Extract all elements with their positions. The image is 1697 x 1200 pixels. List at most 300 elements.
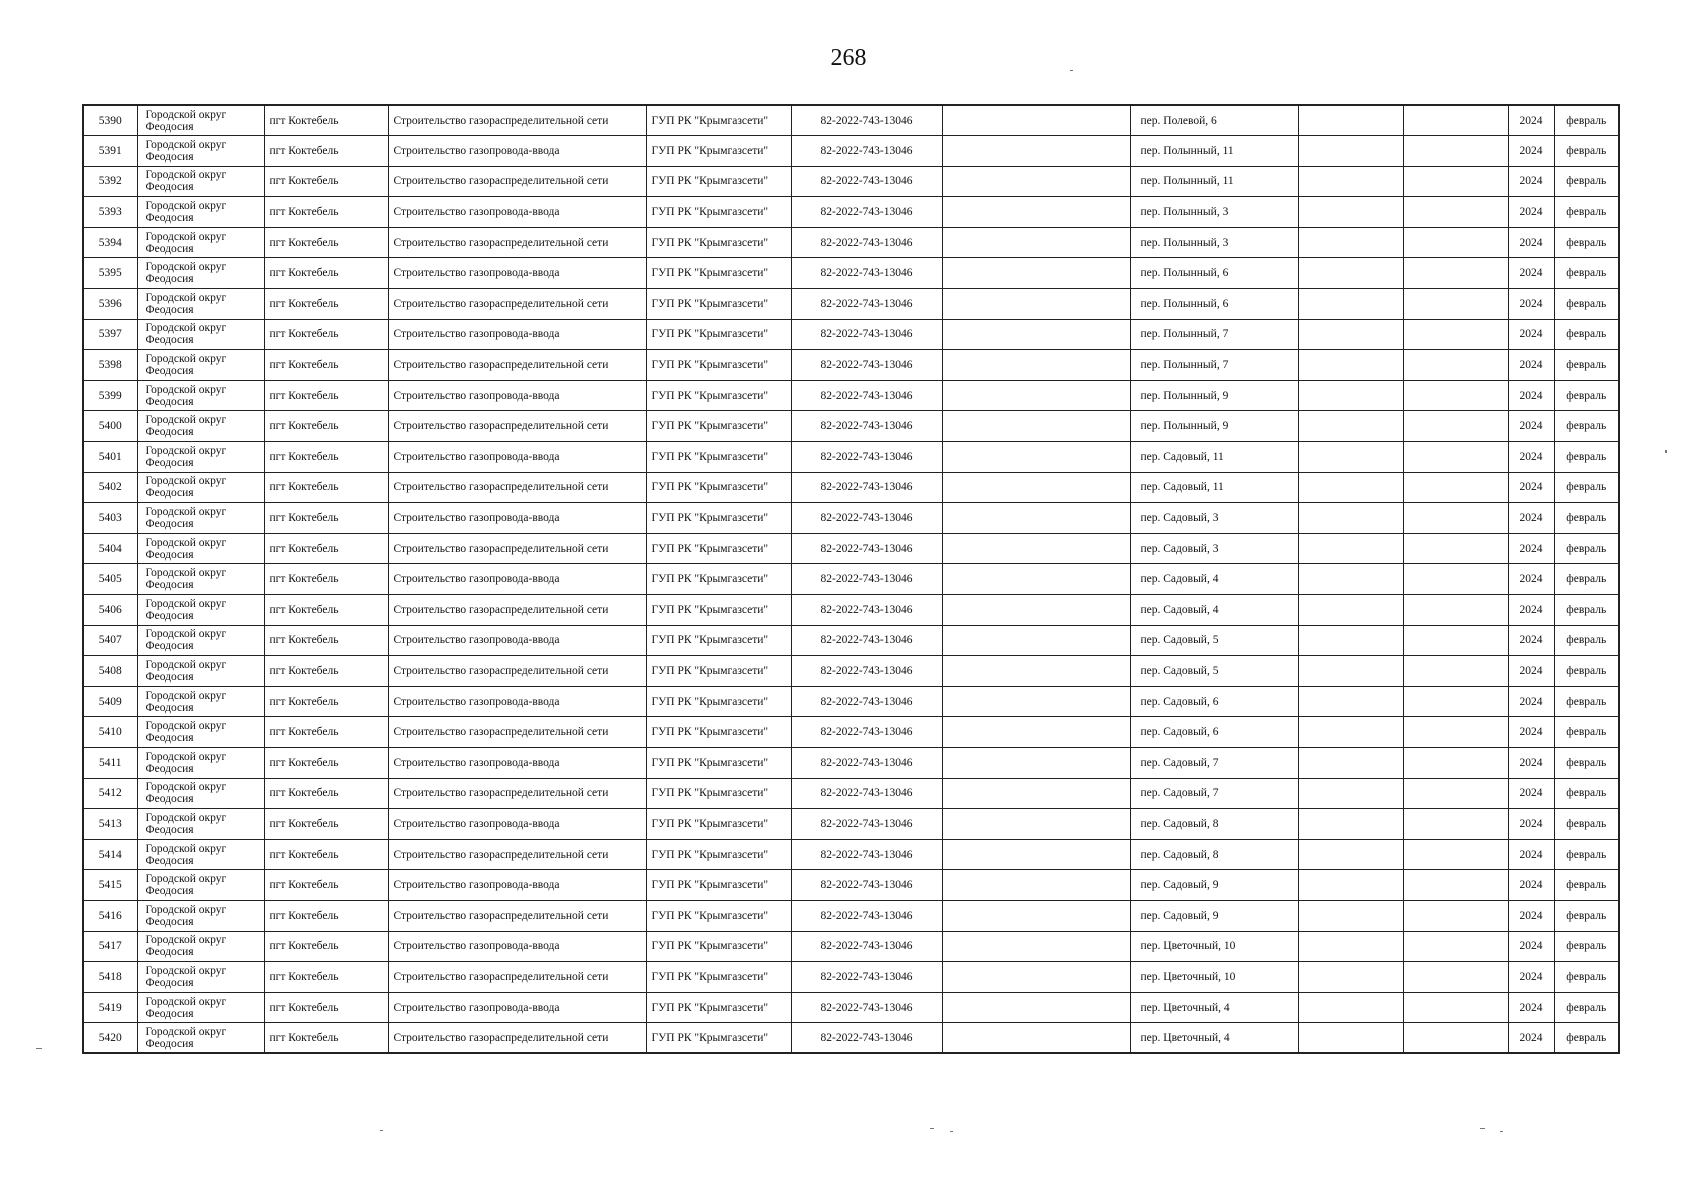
municipality-cell: Городской округ Феодосия (137, 1023, 264, 1054)
year-cell: 2024 (1508, 564, 1554, 595)
address-cell: пер. Садовый, 6 (1130, 686, 1298, 717)
empty-cell (1403, 289, 1508, 320)
row-number: 5395 (83, 258, 137, 289)
table-row (83, 595, 1619, 626)
registry-table (82, 104, 1620, 1054)
empty-cell (942, 747, 1130, 778)
empty-cell (1298, 747, 1403, 778)
settlement-cell: пгт Коктебель (264, 289, 388, 320)
empty-cell (1403, 1023, 1508, 1054)
year-cell: 2024 (1508, 931, 1554, 962)
settlement-cell: пгт Коктебель (264, 533, 388, 564)
row-number: 5416 (83, 900, 137, 931)
row-number: 5413 (83, 809, 137, 840)
work-type-cell: Строительство газораспределительной сети (388, 289, 646, 320)
settlement-cell: пгт Коктебель (264, 319, 388, 350)
empty-cell (1403, 411, 1508, 442)
year-cell: 2024 (1508, 778, 1554, 809)
table-row (83, 227, 1619, 258)
organization-cell: ГУП РК "Крымгазсети" (646, 992, 791, 1023)
work-type-cell: Строительство газопровода-ввода (388, 380, 646, 411)
organization-cell: ГУП РК "Крымгазсети" (646, 503, 791, 534)
municipality-cell: Городской округ Феодосия (137, 656, 264, 687)
code-cell: 82-2022-743-13046 (791, 258, 942, 289)
settlement-cell: пгт Коктебель (264, 503, 388, 534)
month-cell: февраль (1554, 380, 1619, 411)
work-type-cell: Строительство газораспределительной сети (388, 350, 646, 381)
settlement-cell: пгт Коктебель (264, 900, 388, 931)
address-cell: пер. Садовый, 9 (1130, 870, 1298, 901)
row-number: 5414 (83, 839, 137, 870)
organization-cell: ГУП РК "Крымгазсети" (646, 778, 791, 809)
empty-cell (942, 992, 1130, 1023)
empty-cell (1298, 992, 1403, 1023)
code-cell: 82-2022-743-13046 (791, 625, 942, 656)
code-cell: 82-2022-743-13046 (791, 105, 942, 136)
address-cell: пер. Садовый, 7 (1130, 747, 1298, 778)
municipality-cell: Городской округ Феодосия (137, 105, 264, 136)
year-cell: 2024 (1508, 1023, 1554, 1054)
organization-cell: ГУП РК "Крымгазсети" (646, 197, 791, 228)
table-row (83, 900, 1619, 931)
year-cell: 2024 (1508, 747, 1554, 778)
empty-cell (1298, 870, 1403, 901)
work-type-cell: Строительство газопровода-ввода (388, 992, 646, 1023)
empty-cell (1298, 289, 1403, 320)
work-type-cell: Строительство газопровода-ввода (388, 809, 646, 840)
organization-cell: ГУП РК "Крымгазсети" (646, 564, 791, 595)
code-cell: 82-2022-743-13046 (791, 1023, 942, 1054)
month-cell: февраль (1554, 564, 1619, 595)
work-type-cell: Строительство газораспределительной сети (388, 166, 646, 197)
address-cell: пер. Садовый, 8 (1130, 809, 1298, 840)
empty-cell (1298, 105, 1403, 136)
work-type-cell: Строительство газораспределительной сети (388, 105, 646, 136)
municipality-cell: Городской округ Феодосия (137, 962, 264, 993)
settlement-cell: пгт Коктебель (264, 595, 388, 626)
table-row (83, 411, 1619, 442)
municipality-cell: Городской округ Феодосия (137, 136, 264, 167)
organization-cell: ГУП РК "Крымгазсети" (646, 380, 791, 411)
month-cell: февраль (1554, 717, 1619, 748)
empty-cell (1403, 442, 1508, 473)
empty-cell (1403, 350, 1508, 381)
organization-cell: ГУП РК "Крымгазсети" (646, 839, 791, 870)
month-cell: февраль (1554, 900, 1619, 931)
organization-cell: ГУП РК "Крымгазсети" (646, 136, 791, 167)
code-cell: 82-2022-743-13046 (791, 595, 942, 626)
organization-cell: ГУП РК "Крымгазсети" (646, 533, 791, 564)
address-cell: пер. Садовый, 6 (1130, 717, 1298, 748)
month-cell: февраль (1554, 411, 1619, 442)
address-cell: пер. Садовый, 7 (1130, 778, 1298, 809)
row-number: 5405 (83, 564, 137, 595)
settlement-cell: пгт Коктебель (264, 747, 388, 778)
code-cell: 82-2022-743-13046 (791, 747, 942, 778)
empty-cell (942, 319, 1130, 350)
empty-cell (1403, 258, 1508, 289)
organization-cell: ГУП РК "Крымгазсети" (646, 1023, 791, 1054)
empty-cell (1298, 319, 1403, 350)
municipality-cell: Городской округ Феодосия (137, 166, 264, 197)
address-cell: пер. Садовый, 5 (1130, 625, 1298, 656)
code-cell: 82-2022-743-13046 (791, 319, 942, 350)
address-cell: пер. Садовый, 4 (1130, 564, 1298, 595)
settlement-cell: пгт Коктебель (264, 227, 388, 258)
month-cell: февраль (1554, 197, 1619, 228)
table-row (83, 472, 1619, 503)
year-cell: 2024 (1508, 809, 1554, 840)
address-cell: пер. Садовый, 9 (1130, 900, 1298, 931)
municipality-cell: Городской округ Феодосия (137, 258, 264, 289)
work-type-cell: Строительство газораспределительной сети (388, 778, 646, 809)
empty-cell (1298, 227, 1403, 258)
municipality-cell: Городской округ Феодосия (137, 227, 264, 258)
row-number: 5406 (83, 595, 137, 626)
month-cell: февраль (1554, 258, 1619, 289)
empty-cell (942, 380, 1130, 411)
municipality-cell: Городской округ Феодосия (137, 472, 264, 503)
organization-cell: ГУП РК "Крымгазсети" (646, 166, 791, 197)
municipality-cell: Городской округ Феодосия (137, 778, 264, 809)
empty-cell (1298, 686, 1403, 717)
month-cell: февраль (1554, 747, 1619, 778)
empty-cell (942, 962, 1130, 993)
empty-cell (942, 656, 1130, 687)
empty-cell (1403, 227, 1508, 258)
empty-cell (1298, 380, 1403, 411)
code-cell: 82-2022-743-13046 (791, 686, 942, 717)
settlement-cell: пгт Коктебель (264, 411, 388, 442)
empty-cell (1403, 136, 1508, 167)
table-row (83, 380, 1619, 411)
year-cell: 2024 (1508, 319, 1554, 350)
year-cell: 2024 (1508, 839, 1554, 870)
address-cell: пер. Полынный, 9 (1130, 411, 1298, 442)
code-cell: 82-2022-743-13046 (791, 533, 942, 564)
address-cell: пер. Полынный, 3 (1130, 197, 1298, 228)
empty-cell (942, 442, 1130, 473)
work-type-cell: Строительство газораспределительной сети (388, 227, 646, 258)
code-cell: 82-2022-743-13046 (791, 656, 942, 687)
row-number: 5411 (83, 747, 137, 778)
empty-cell (1298, 900, 1403, 931)
work-type-cell: Строительство газораспределительной сети (388, 533, 646, 564)
empty-cell (1298, 258, 1403, 289)
year-cell: 2024 (1508, 411, 1554, 442)
work-type-cell: Строительство газораспределительной сети (388, 411, 646, 442)
row-number: 5401 (83, 442, 137, 473)
address-cell: пер. Полынный, 6 (1130, 258, 1298, 289)
code-cell: 82-2022-743-13046 (791, 870, 942, 901)
code-cell: 82-2022-743-13046 (791, 503, 942, 534)
row-number: 5402 (83, 472, 137, 503)
code-cell: 82-2022-743-13046 (791, 472, 942, 503)
empty-cell (942, 166, 1130, 197)
work-type-cell: Строительство газопровода-ввода (388, 503, 646, 534)
organization-cell: ГУП РК "Крымгазсети" (646, 686, 791, 717)
empty-cell (942, 809, 1130, 840)
code-cell: 82-2022-743-13046 (791, 166, 942, 197)
empty-cell (1298, 839, 1403, 870)
month-cell: февраль (1554, 350, 1619, 381)
municipality-cell: Городской округ Феодосия (137, 533, 264, 564)
empty-cell (1298, 564, 1403, 595)
settlement-cell: пгт Коктебель (264, 717, 388, 748)
table-row (83, 533, 1619, 564)
row-number: 5398 (83, 350, 137, 381)
row-number: 5408 (83, 656, 137, 687)
empty-cell (942, 258, 1130, 289)
month-cell: февраль (1554, 533, 1619, 564)
month-cell: февраль (1554, 686, 1619, 717)
work-type-cell: Строительство газораспределительной сети (388, 472, 646, 503)
municipality-cell: Городской округ Феодосия (137, 870, 264, 901)
municipality-cell: Городской округ Феодосия (137, 625, 264, 656)
month-cell: февраль (1554, 472, 1619, 503)
month-cell: февраль (1554, 289, 1619, 320)
empty-cell (942, 136, 1130, 167)
row-number: 5410 (83, 717, 137, 748)
month-cell: февраль (1554, 595, 1619, 626)
month-cell: февраль (1554, 136, 1619, 167)
table-row (83, 166, 1619, 197)
empty-cell (942, 900, 1130, 931)
empty-cell (1298, 533, 1403, 564)
municipality-cell: Городской округ Феодосия (137, 931, 264, 962)
municipality-cell: Городской округ Феодосия (137, 289, 264, 320)
table-row (83, 197, 1619, 228)
work-type-cell: Строительство газораспределительной сети (388, 717, 646, 748)
empty-cell (942, 839, 1130, 870)
address-cell: пер. Садовый, 8 (1130, 839, 1298, 870)
code-cell: 82-2022-743-13046 (791, 778, 942, 809)
code-cell: 82-2022-743-13046 (791, 227, 942, 258)
empty-cell (1298, 595, 1403, 626)
empty-cell (1403, 809, 1508, 840)
table-row (83, 778, 1619, 809)
address-cell: пер. Цветочный, 4 (1130, 1023, 1298, 1054)
empty-cell (1403, 533, 1508, 564)
row-number: 5392 (83, 166, 137, 197)
empty-cell (1298, 778, 1403, 809)
table-row (83, 931, 1619, 962)
empty-cell (1298, 136, 1403, 167)
month-cell: февраль (1554, 227, 1619, 258)
empty-cell (1403, 870, 1508, 901)
municipality-cell: Городской округ Феодосия (137, 595, 264, 626)
year-cell: 2024 (1508, 289, 1554, 320)
month-cell: февраль (1554, 778, 1619, 809)
settlement-cell: пгт Коктебель (264, 778, 388, 809)
address-cell: пер. Полынный, 9 (1130, 380, 1298, 411)
settlement-cell: пгт Коктебель (264, 839, 388, 870)
year-cell: 2024 (1508, 197, 1554, 228)
work-type-cell: Строительство газораспределительной сети (388, 1023, 646, 1054)
empty-cell (942, 289, 1130, 320)
municipality-cell: Городской округ Феодосия (137, 197, 264, 228)
empty-cell (1403, 319, 1508, 350)
settlement-cell: пгт Коктебель (264, 625, 388, 656)
month-cell: февраль (1554, 809, 1619, 840)
empty-cell (1403, 931, 1508, 962)
empty-cell (1298, 442, 1403, 473)
year-cell: 2024 (1508, 717, 1554, 748)
organization-cell: ГУП РК "Крымгазсети" (646, 962, 791, 993)
empty-cell (1403, 380, 1508, 411)
table-row (83, 809, 1619, 840)
code-cell: 82-2022-743-13046 (791, 564, 942, 595)
year-cell: 2024 (1508, 533, 1554, 564)
settlement-cell: пгт Коктебель (264, 197, 388, 228)
empty-cell (942, 197, 1130, 228)
table-row (83, 870, 1619, 901)
code-cell: 82-2022-743-13046 (791, 411, 942, 442)
municipality-cell: Городской округ Феодосия (137, 839, 264, 870)
row-number: 5391 (83, 136, 137, 167)
organization-cell: ГУП РК "Крымгазсети" (646, 900, 791, 931)
month-cell: февраль (1554, 503, 1619, 534)
empty-cell (1403, 625, 1508, 656)
table-row (83, 839, 1619, 870)
empty-cell (1403, 747, 1508, 778)
row-number: 5418 (83, 962, 137, 993)
address-cell: пер. Полынный, 7 (1130, 319, 1298, 350)
month-cell: февраль (1554, 442, 1619, 473)
empty-cell (1298, 1023, 1403, 1054)
year-cell: 2024 (1508, 380, 1554, 411)
code-cell: 82-2022-743-13046 (791, 442, 942, 473)
year-cell: 2024 (1508, 442, 1554, 473)
settlement-cell: пгт Коктебель (264, 258, 388, 289)
empty-cell (1403, 595, 1508, 626)
settlement-cell: пгт Коктебель (264, 380, 388, 411)
year-cell: 2024 (1508, 686, 1554, 717)
empty-cell (1403, 166, 1508, 197)
organization-cell: ГУП РК "Крымгазсети" (646, 350, 791, 381)
municipality-cell: Городской округ Феодосия (137, 747, 264, 778)
settlement-cell: пгт Коктебель (264, 809, 388, 840)
empty-cell (942, 533, 1130, 564)
settlement-cell: пгт Коктебель (264, 350, 388, 381)
address-cell: пер. Садовый, 11 (1130, 472, 1298, 503)
settlement-cell: пгт Коктебель (264, 962, 388, 993)
empty-cell (942, 870, 1130, 901)
work-type-cell: Строительство газопровода-ввода (388, 870, 646, 901)
code-cell: 82-2022-743-13046 (791, 380, 942, 411)
municipality-cell: Городской округ Феодосия (137, 411, 264, 442)
work-type-cell: Строительство газопровода-ввода (388, 747, 646, 778)
organization-cell: ГУП РК "Крымгазсети" (646, 319, 791, 350)
settlement-cell: пгт Коктебель (264, 1023, 388, 1054)
address-cell: пер. Полевой, 6 (1130, 105, 1298, 136)
year-cell: 2024 (1508, 350, 1554, 381)
year-cell: 2024 (1508, 136, 1554, 167)
row-number: 5419 (83, 992, 137, 1023)
empty-cell (1298, 197, 1403, 228)
row-number: 5407 (83, 625, 137, 656)
settlement-cell: пгт Коктебель (264, 992, 388, 1023)
empty-cell (1403, 686, 1508, 717)
settlement-cell: пгт Коктебель (264, 564, 388, 595)
address-cell: пер. Полынный, 11 (1130, 136, 1298, 167)
year-cell: 2024 (1508, 472, 1554, 503)
organization-cell: ГУП РК "Крымгазсети" (646, 227, 791, 258)
code-cell: 82-2022-743-13046 (791, 992, 942, 1023)
table-row (83, 992, 1619, 1023)
row-number: 5400 (83, 411, 137, 442)
organization-cell: ГУП РК "Крымгазсети" (646, 411, 791, 442)
empty-cell (1298, 962, 1403, 993)
year-cell: 2024 (1508, 625, 1554, 656)
organization-cell: ГУП РК "Крымгазсети" (646, 931, 791, 962)
empty-cell (1298, 625, 1403, 656)
month-cell: февраль (1554, 105, 1619, 136)
table-row (83, 503, 1619, 534)
page-number: 268 (830, 45, 867, 71)
row-number: 5420 (83, 1023, 137, 1054)
empty-cell (942, 686, 1130, 717)
empty-cell (1403, 503, 1508, 534)
table-row (83, 656, 1619, 687)
empty-cell (1403, 839, 1508, 870)
address-cell: пер. Цветочный, 10 (1130, 931, 1298, 962)
month-cell: февраль (1554, 625, 1619, 656)
address-cell: пер. Садовый, 4 (1130, 595, 1298, 626)
empty-cell (1403, 564, 1508, 595)
work-type-cell: Строительство газораспределительной сети (388, 839, 646, 870)
address-cell: пер. Полынный, 6 (1130, 289, 1298, 320)
address-cell: пер. Полынный, 3 (1130, 227, 1298, 258)
settlement-cell: пгт Коктебель (264, 442, 388, 473)
municipality-cell: Городской округ Феодосия (137, 503, 264, 534)
empty-cell (942, 503, 1130, 534)
empty-cell (942, 564, 1130, 595)
row-number: 5397 (83, 319, 137, 350)
work-type-cell: Строительство газораспределительной сети (388, 962, 646, 993)
code-cell: 82-2022-743-13046 (791, 839, 942, 870)
year-cell: 2024 (1508, 870, 1554, 901)
address-cell: пер. Цветочный, 4 (1130, 992, 1298, 1023)
work-type-cell: Строительство газопровода-ввода (388, 625, 646, 656)
table-row (83, 686, 1619, 717)
organization-cell: ГУП РК "Крымгазсети" (646, 258, 791, 289)
empty-cell (1298, 411, 1403, 442)
organization-cell: ГУП РК "Крымгазсети" (646, 442, 791, 473)
code-cell: 82-2022-743-13046 (791, 136, 942, 167)
month-cell: февраль (1554, 319, 1619, 350)
code-cell: 82-2022-743-13046 (791, 900, 942, 931)
work-type-cell: Строительство газопровода-ввода (388, 197, 646, 228)
settlement-cell: пгт Коктебель (264, 136, 388, 167)
table-row (83, 319, 1619, 350)
empty-cell (1298, 350, 1403, 381)
code-cell: 82-2022-743-13046 (791, 809, 942, 840)
settlement-cell: пгт Коктебель (264, 686, 388, 717)
municipality-cell: Городской округ Феодосия (137, 564, 264, 595)
empty-cell (1403, 778, 1508, 809)
table-row (83, 258, 1619, 289)
empty-cell (942, 778, 1130, 809)
year-cell: 2024 (1508, 166, 1554, 197)
table-row (83, 747, 1619, 778)
table-row (83, 136, 1619, 167)
work-type-cell: Строительство газопровода-ввода (388, 136, 646, 167)
row-number: 5415 (83, 870, 137, 901)
settlement-cell: пгт Коктебель (264, 656, 388, 687)
empty-cell (1403, 992, 1508, 1023)
empty-cell (1298, 503, 1403, 534)
